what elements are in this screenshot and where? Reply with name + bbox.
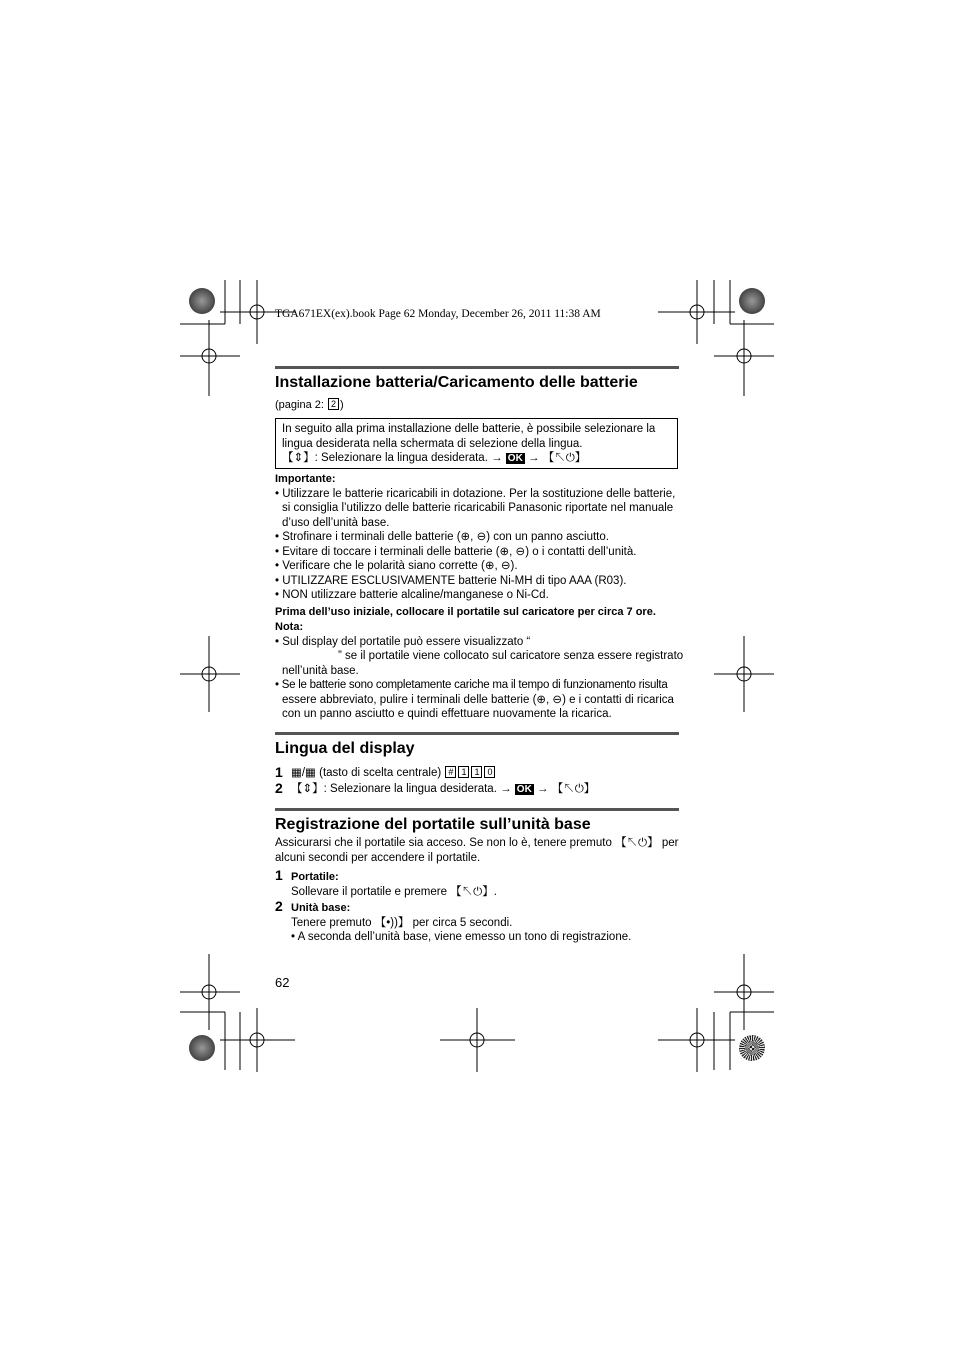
list-item: si consiglia l’utilizzo delle batterie ricaricabili Panasonic riportate nel manuale <box>282 502 674 514</box>
page-reference: (pagina 2: 2 ) <box>275 399 344 411</box>
power-key-icon: 【↖⏻】 <box>551 783 596 795</box>
list-item: • Utilizzare le batterie ricaricabili in dotazione. Per la sostituzione delle batterie, <box>275 487 676 500</box>
list-item: • NON utilizzare batterie alcaline/manganese o Ni-Cd. <box>275 589 549 601</box>
power-key-icon: 【↖⏻】 <box>542 452 587 464</box>
step-1-text: ▦/▦ (tasto di scelta centrale) # 1 1 0 <box>291 766 496 781</box>
box-line: 【⇕】: Selezionare la lingua desiderata. → OK → 【↖⏻】 <box>282 452 587 464</box>
key-icon: 1 <box>471 766 482 778</box>
power-key-icon: 【↖⏻】 <box>450 885 494 898</box>
language-info-box <box>275 418 678 469</box>
list-item: • Verificare che le polarità siano corrette (⊕, ⊖). <box>275 560 518 572</box>
section-rule <box>275 366 679 369</box>
list-item: • Sul display del portatile può essere visualizzato “ <box>275 635 531 648</box>
list-item: • Evitare di toccare i terminali delle batterie (⊕, ⊖) o i contatti dell’unità. <box>275 545 637 558</box>
section-rule <box>275 732 679 735</box>
step-2-block: Unità base: Tenere premuto 【•))】 per circa 5 secondi. • A seconda dell’unità base, viene emesso un tono di registrazione. <box>291 902 632 943</box>
power-key-icon: 【↖⏻】 <box>615 837 659 849</box>
section-title-battery: Installazione batteria/Caricamento delle batterie <box>275 374 638 391</box>
navigator-key-icon: 【⇕】 <box>282 452 315 464</box>
page-number: 62 <box>275 975 290 990</box>
step-1-block: Portatile: Sollevare il portatile e premere 【↖⏻】. <box>291 871 497 898</box>
registration-intro: Assicurarsi che il portatile sia acceso. Se non lo è, tenere premuto 【↖⏻】 per alcuni secondi per accendere il portatile. <box>275 837 679 864</box>
print-header: TGA671EX(ex).book Page 62 Monday, December 26, 2011 11:38 AM <box>275 308 601 320</box>
list-item: • Se le batterie sono completamente cariche ma il tempo di funzionamento risulta <box>275 679 668 691</box>
list-item: • UTILIZZARE ESCLUSIVAMENTE batterie Ni-MH di tipo AAA (R03). <box>275 574 627 587</box>
key-icon: 0 <box>484 766 495 778</box>
list-item: con un panno asciutto e quindi effettuare nuovamente la ricarica. <box>282 708 612 720</box>
step-title: Unità base: <box>291 902 351 914</box>
charging-note: Prima dell’uso iniziale, collocare il portatile sul caricatore per circa 7 ore. <box>275 605 656 618</box>
step-number: 1 <box>275 764 283 780</box>
nota-title: Nota: <box>275 621 304 633</box>
section-title-display-language: Lingua del display <box>275 740 415 757</box>
box-line: In seguito alla prima installazione delle batterie, è possibile selezionare la <box>282 423 656 435</box>
box-line: lingua desiderata nella schermata di selezione della lingua. <box>282 437 583 450</box>
list-item: ” se il portatile viene collocato sul caricatore senza essere registrato <box>338 650 684 662</box>
step-2-text: 【⇕】: Selezionare la lingua desiderata. → OK → 【↖⏻】 <box>291 783 596 795</box>
key-icon: 1 <box>458 766 469 778</box>
list-item: • Strofinare i terminali delle batterie (⊕, ⊖) con un panno asciutto. <box>275 531 609 543</box>
list-item: • A seconda dell’unità base, viene emesso un tono di registrazione. <box>291 931 632 943</box>
list-item: nell’unità base. <box>282 664 359 677</box>
key-icon: # <box>445 766 456 778</box>
locator-key-icon: 【•))】 <box>374 916 410 929</box>
important-block <box>275 472 683 722</box>
ok-key-icon: OK <box>507 453 523 464</box>
list-item: essere abbreviato, pulire i terminali delle batterie (⊕, ⊖) e i contatti di ricarica <box>282 693 674 706</box>
ok-key-icon: OK <box>516 784 532 795</box>
step-number: 1 <box>275 867 283 883</box>
section-rule <box>275 808 679 811</box>
step-number: 2 <box>275 780 283 796</box>
navigator-key-icon: 【⇕】 <box>291 783 324 795</box>
important-title: Importante: <box>275 473 336 485</box>
menu-key-icon: ▦/▦ <box>291 767 316 779</box>
section-title-registration: Registrazione del portatile sull’unità base <box>275 816 591 833</box>
step-title: Portatile: <box>291 871 339 883</box>
step-number: 2 <box>275 898 283 914</box>
list-item: d’uso dell’unità base. <box>282 516 390 529</box>
